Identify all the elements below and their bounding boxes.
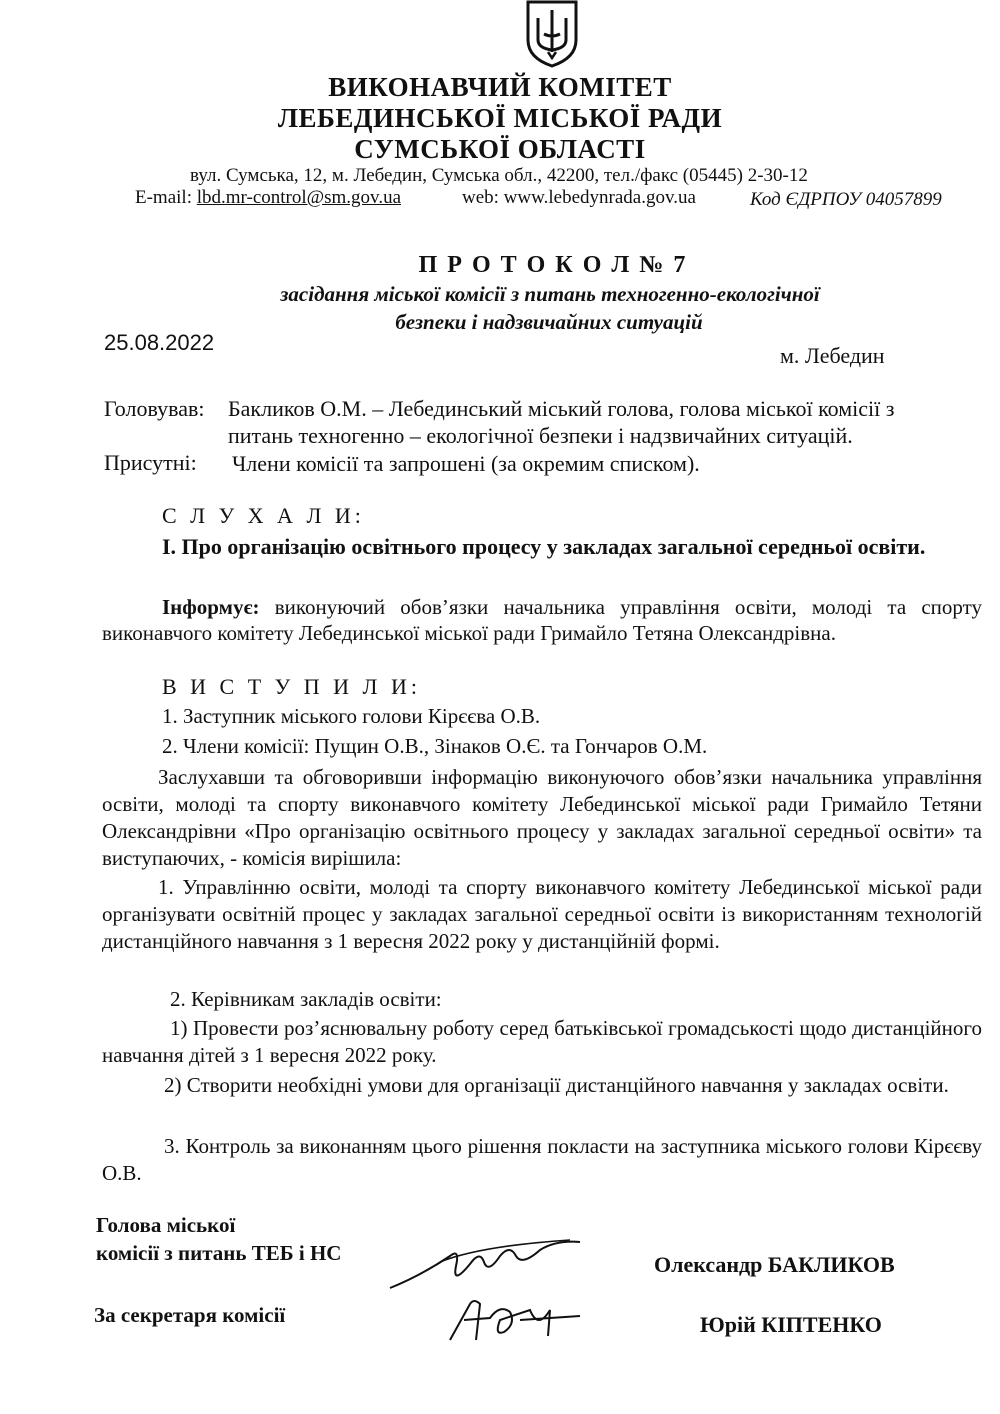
speaker-item: 2. Члени комісії: Пущин О.В., Зінаков О.Є. та Гончаров О.М. bbox=[162, 734, 708, 758]
secretary-signature bbox=[430, 1290, 600, 1350]
org-name-line3: СУМСЬКОЇ ОБЛАСТІ bbox=[354, 134, 646, 164]
secretary-title: За секретаря комісії bbox=[94, 1303, 286, 1327]
email-label: E-mail: bbox=[135, 187, 192, 208]
trident-coat-of-arms-icon bbox=[522, 0, 582, 68]
email-line bbox=[135, 187, 401, 209]
protocol-place: м. Лебедин bbox=[780, 343, 885, 368]
protocol-date: 25.08.2022 bbox=[104, 330, 215, 355]
speaker-item: 1. Заступник міського голови Кірєєва О.В. bbox=[162, 704, 541, 728]
decision-point-2: 2. Керівникам закладів освіти: bbox=[170, 987, 442, 1011]
present-text: Члени комісії та запрошені (за окремим списком). bbox=[232, 451, 700, 476]
spoke-heading: В И С Т У П И Л И: bbox=[162, 674, 421, 699]
protocol-subtitle-line2: безпеки і надзвичайних ситуацій bbox=[395, 310, 703, 334]
chair-signature bbox=[380, 1226, 600, 1296]
secretary-name: Юрій КІПТЕНКО bbox=[700, 1312, 882, 1337]
org-name-line2: ЛЕБЕДИНСЬКОЇ МІСЬКОЇ РАДИ bbox=[277, 103, 723, 133]
decision-point-2-2: 2) Створити необхідні умови для організації дистанційного навчання у закладах освіти. bbox=[164, 1073, 949, 1097]
email-link[interactable]: lbd.mr-control@sm.gov.ua bbox=[196, 187, 402, 208]
heard-heading: С Л У Х А Л И: bbox=[162, 503, 365, 528]
chair-label: Головував: bbox=[104, 396, 205, 421]
agenda-item-title: I. Про організацію освітнього процесу у закладах загальної середньої освіти. bbox=[162, 534, 926, 559]
chair-title-line2: комісії з питань ТЕБ і НС bbox=[96, 1241, 342, 1265]
chair-title-line1: Голова міської bbox=[96, 1213, 236, 1237]
informs-paragraph bbox=[102, 594, 982, 646]
decision-point-3: 3. Контроль за виконанням цього рішення покласти на заступника міського голови Кірєєву О.В. bbox=[102, 1134, 982, 1185]
web-address: web: www.lebedynrada.gov.ua bbox=[462, 187, 696, 208]
chair-line2: питань техногенно – екологічної безпеки і надзвичайних ситуацій. bbox=[228, 423, 853, 448]
decision-point-1: 1. Управлінню освіти, молоді та спорту виконавчого комітету Лебединської міської ради організувати освітній процес у закладах загальної середньої освіти із використанням технологій дистанційного навчання з 1 вересня 2022 року у дистанційній формі. bbox=[102, 875, 982, 953]
present-label: Присутні: bbox=[104, 450, 197, 475]
decision-intro: Заслухавши та обговоривши інформацію виконуючого обов’язки начальника управління освіти, молоді та спорту виконавчого комітету Лебединської міської ради Гримайло Тетяни Олександрівни «Про організацію освітнього процесу у закладах загальної середньої освіти» та виступаючих, - комісія вирішила: bbox=[102, 765, 982, 870]
chair-line1: Бакликов О.М. – Лебединський міський голова, голова міської комісії з bbox=[228, 396, 895, 421]
decision-point-2-1: 1) Провести роз’яснювальну роботу серед батьківської громадськості щодо дистанційного навчання дітей з 1 вересня 2022 року. bbox=[102, 1016, 982, 1067]
edrpou-code: Код ЄДРПОУ 04057899 bbox=[750, 189, 942, 210]
protocol-subtitle-line1: засідання міської комісії з питань техногенно-екологічної bbox=[280, 282, 820, 306]
org-name-line1: ВИКОНАВЧИЙ КОМІТЕТ bbox=[328, 72, 672, 102]
coat-of-arms-emblem bbox=[522, 0, 582, 68]
protocol-title: П Р О Т О К О Л № 7 bbox=[418, 252, 688, 278]
chair-name: Олександр БАКЛИКОВ bbox=[654, 1252, 895, 1277]
informs-label: Інформує: bbox=[162, 595, 260, 619]
informs-text: виконуючий обов’язки начальника управління освіти, молоді та спорту виконавчого комітету Лебединської міської ради Гримайло Тетяна Олександрівна. bbox=[102, 595, 982, 645]
address-line: вул. Сумська, 12, м. Лебедин, Сумська обл., 42200, тел./факс (05445) 2-30-12 bbox=[190, 165, 808, 186]
